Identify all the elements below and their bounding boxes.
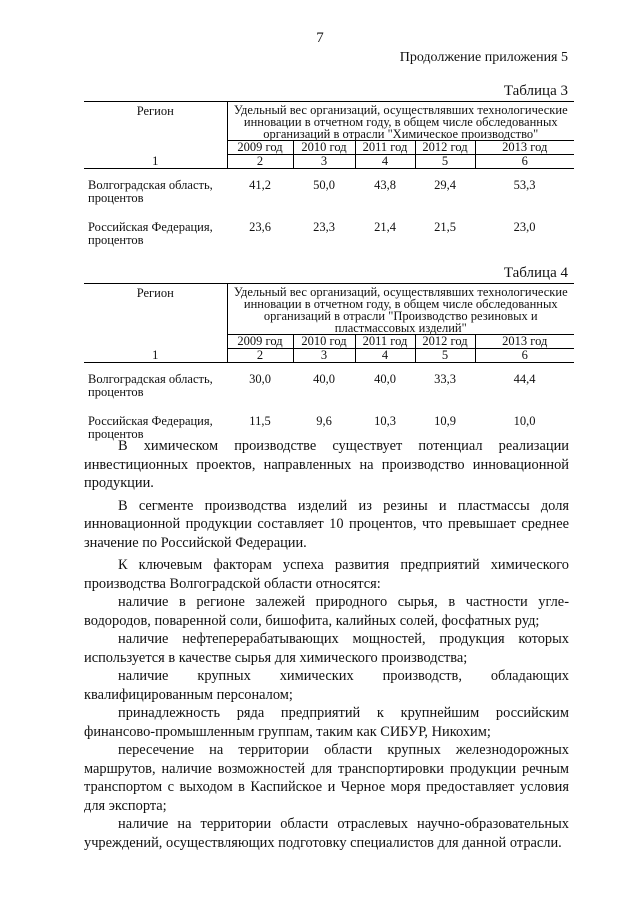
table4-year-2010: 2010 год	[293, 335, 355, 349]
table4-year-2012: 2012 год	[415, 335, 475, 349]
table3-header-description: Удельный вес организаций, осуществлявших технологические инновации в отчетном году, в общем числе обследованных организаций в отрасли "Химическое производство"	[227, 102, 574, 141]
table3-row2-2010: 23,3	[313, 220, 335, 234]
table4-row1-2012: 33,3	[434, 372, 456, 386]
table3-row1-2013: 53,3	[513, 178, 536, 192]
table4-row2-2013: 10,0	[513, 414, 536, 428]
table3-row2-2009: 23,6	[249, 220, 271, 234]
appendix-continuation-label: Продолжение приложения 5	[399, 50, 568, 65]
table3-row1-2010: 50,0	[313, 178, 335, 192]
table3-year-2011: 2011 год	[355, 141, 415, 155]
table4-row1-2009: 30,0	[249, 372, 271, 386]
list-item: пересечение на территории области крупных железнодорожных маршрутов, наличие возможностей для транспортировки продукции речным транспортом с выходом в Каспийское и Черное моря предоставляет условия для экспорта;	[84, 742, 569, 814]
page-number: 7	[316, 30, 324, 46]
paragraph-chemical-potential: В химическом производстве существует потенциал реализации инвестиционных проектов, направленных на производство инновационной продукции.	[84, 438, 569, 491]
table4-header-description: Удельный вес организаций, осуществлявших технологические инновации в отчетном году, в общем числе обследованных организаций в отрасли "Производство резиновых и пластмассовых изделий"	[227, 284, 574, 335]
table3-colnum-3: 3	[293, 155, 355, 169]
table4-colnum-3: 3	[293, 349, 355, 363]
list-item: принадлежность ряда предприятий к крупнейшим российским финансово-промышленным группам, таким как СИБУР, Никохим;	[84, 705, 569, 740]
table3-colnum-4: 4	[355, 155, 415, 169]
table4-colnum-1: 1	[84, 349, 227, 363]
list-item: наличие нефтеперерабатывающих мощностей, продукция которых используется в качестве сырья для химического производства;	[84, 631, 569, 666]
table3	[84, 101, 574, 247]
table4-row1-2011: 40,0	[374, 372, 396, 386]
paragraph-success-factors-intro: К ключевым факторам успеха развития предприятий химического производства Волгоградской области относятся:	[84, 557, 569, 592]
table4-row1-region: Волгоградская область, процентов	[88, 372, 213, 399]
table4-colnum-5: 5	[415, 349, 475, 363]
table3-row2-2013: 23,0	[513, 220, 536, 234]
table3-colnum-6: 6	[475, 155, 574, 169]
table3-row1-2011: 43,8	[374, 178, 396, 192]
list-item: наличие крупных химических производств, обладающих квалифицированным персоналом;	[84, 668, 569, 703]
table4-row1-2013: 44,4	[513, 372, 536, 386]
table3-row1-2012: 29,4	[434, 178, 456, 192]
list-item: наличие на территории области отраслевых научно-образовательных учреждений, осуществляющих подготовку специалистов для данной отрасли.	[84, 816, 569, 851]
table4-row2-region: Российская Федерация, процентов	[88, 414, 213, 441]
body-text	[84, 437, 569, 852]
table3-colnum-2: 2	[227, 155, 293, 169]
table4-year-2009: 2009 год	[227, 335, 293, 349]
table3-year-2010: 2010 год	[293, 141, 355, 155]
table4-label: Таблица 4	[503, 265, 568, 281]
table4-colnum-6: 6	[475, 349, 574, 363]
table3-colnum-5: 5	[415, 155, 475, 169]
table-row	[84, 399, 574, 441]
table-row	[84, 363, 574, 400]
table3-year-2009: 2009 год	[227, 141, 293, 155]
table4-row1-2010: 40,0	[313, 372, 335, 386]
table4-header-region: Регион	[84, 284, 227, 349]
table-row	[84, 169, 574, 206]
table3-row2-2011: 21,4	[374, 220, 396, 234]
table4-colnum-4: 4	[355, 349, 415, 363]
table3-year-2013: 2013 год	[475, 141, 574, 155]
table4-year-2013: 2013 год	[475, 335, 574, 349]
table4-row2-2011: 10,3	[374, 414, 396, 428]
table3-label: Таблица 3	[503, 83, 568, 99]
paragraph-rubber-plastics-share: В сегменте производства изделий из резины и пластмассы доля инновационной продукции составляет 10 процентов, что превышает среднее значение по Российской Федерации.	[84, 497, 569, 551]
table4-colnum-2: 2	[227, 349, 293, 363]
table4-row2-2010: 9,6	[316, 414, 332, 428]
table3-header-region: Регион	[84, 102, 227, 155]
table4-row2-2012: 10,9	[434, 414, 456, 428]
table3-row2-2012: 21,5	[434, 220, 456, 234]
table4-year-2011: 2011 год	[355, 335, 415, 349]
table4	[84, 283, 574, 441]
table3-row1-2009: 41,2	[249, 178, 271, 192]
table3-row2-region: Российская Федерация, процентов	[88, 220, 213, 247]
table3-year-2012: 2012 год	[415, 141, 475, 155]
table3-colnum-1: 1	[84, 155, 227, 169]
table4-row2-2009: 11,5	[249, 414, 271, 428]
list-item: наличие в регионе залежей природного сырья, в частности угле-водородов, поваренной соли, бишофита, калийных солей, фосфатных руд;	[84, 594, 569, 629]
table3-row1-region: Волгоградская область, процентов	[88, 178, 213, 205]
table-row	[84, 205, 574, 247]
